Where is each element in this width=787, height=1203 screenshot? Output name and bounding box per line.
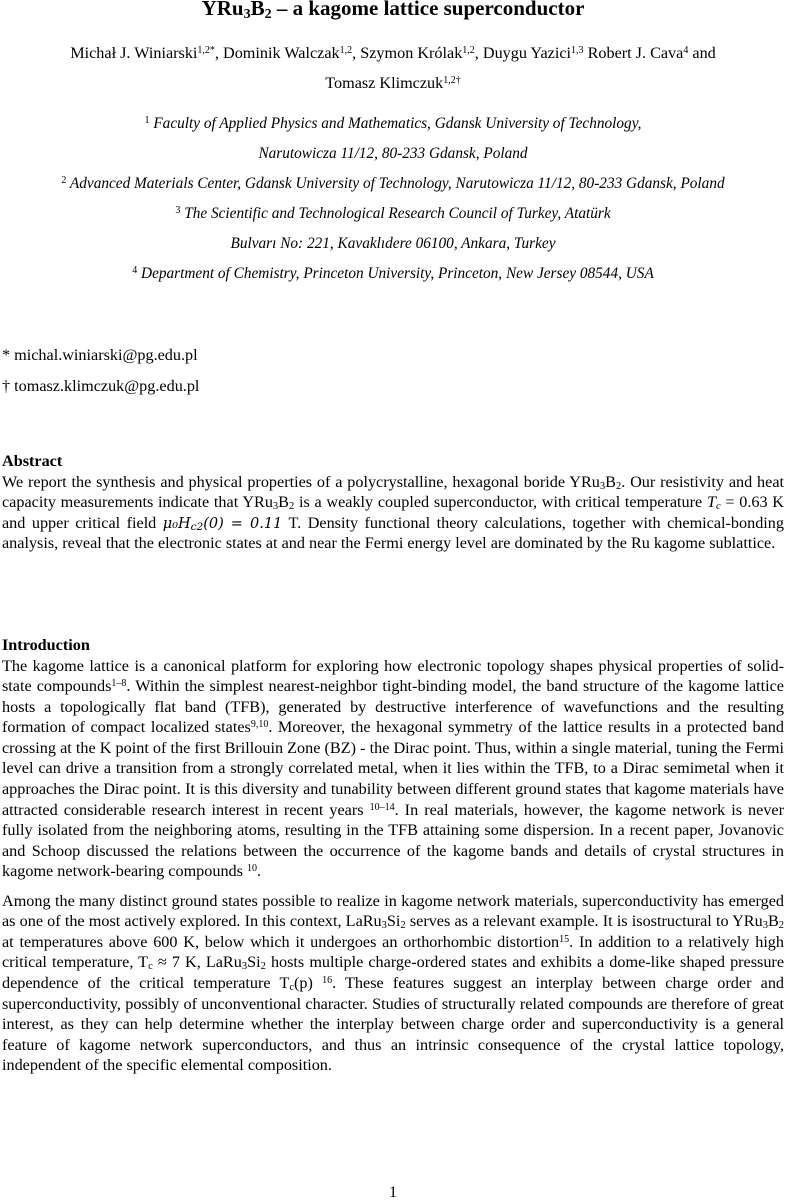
abstract-section xyxy=(2,451,784,554)
author-list: Michał J. Winiarski$^{1,2*}$, Dominik Walczak$^{1,2}$, Szymon Królak$^{1,2}$, Duygu Yazici$^{1,3}$ Robert J. Cava$^4$ and Tomasz Klimczuk$^{1,2\dagger}$ xyxy=(70,44,716,92)
affiliation: $^3$ The Scientific and Technological Research Council of Turkey, Atatürk Bulvarı No: 221, Kavaklıdere 06100, Ankara, Turkey xyxy=(175,205,611,252)
introduction-paragraph-1: The kagome lattice is a canonical platform for exploring how electronic topology shapes physical properties of solid-state compounds$^{1-8}$. Within the simplest nearest-neighbor tight-binding model, the band structure of the kagome lattice hosts a topologically flat band (TFB), generated by destructive interference of wavefunctions and the resulting formation of compact localized states$^{9,10}$. Moreover, the hexagonal symmetry of the lattice results in a protected band crossing at the K point of the first Brillouin Zone (BZ) - the Dirac point. Thus, within a single material, tuning the Fermi level can drive a transition from a strongly correlated metal, when it lies within the TFB, to a Dirac semimetal when it approaches the Dirac point. It is this diversity and tunability between different ground states that kagome materials have attracted considerable research interest in recent years $^{10-14}$. In real materials, however, the kagome network is never fully isolated from the neighboring atoms, resulting in the TFB attaining some dispersion. In a recent paper, Jovanovic and Schoop discussed the relations between the occurrence of the kagome bands and details of crystal structures in kagome network-bearing compounds $^{10}$. xyxy=(2,656,784,881)
author: Duygu Yazici$^{1,3}$ xyxy=(482,44,584,62)
contact-emails xyxy=(2,340,784,402)
author: Szymon Królak$^{1,2}$ xyxy=(360,44,475,62)
affiliation: $^2$ Advanced Materials Center, Gdansk University of Technology, Narutowicza 11/12, 80-233 Gdansk, Poland xyxy=(61,175,725,192)
author: Robert J. Cava$^4$ xyxy=(587,44,689,62)
author: Tomasz Klimczuk$^{1,2\dagger}$ xyxy=(325,74,461,92)
critical-field-expression: $\mu_0H_{c2}(0) = 0.11$ xyxy=(162,515,283,533)
author: Dominik Walczak$^{1,2}$ xyxy=(223,44,353,62)
page-number: 1 xyxy=(389,1184,397,1201)
contact-email[interactable]: † tomasz.klimczuk@pg.edu.pl xyxy=(2,377,200,395)
affiliation: $^1$ Faculty of Applied Physics and Mathematics, Gdansk University of Technology, Narutowicza 11/12, 80-233 Gdansk, Poland xyxy=(144,115,642,162)
author: Michał J. Winiarski$^{1,2*}$ xyxy=(70,44,215,62)
abstract-heading: Abstract xyxy=(2,452,63,470)
abstract-text: We report the synthesis and physical properties of a polycrystalline, hexagonal boride $YRu_3B_2$. Our resistivity and heat capacity measurements indicate that $YRu_3B_2$ is a weakly coupled superconductor, with critical temperature $T_c = 0.63$ K and upper critical field $\mu_0H_{c2}(0) = 0.11$ T. Density functional theory calculations, together with chemical-bonding analysis, reveal that the electronic states at and near the Fermi energy level are dominated by the Ru kagome sublattice. xyxy=(2,472,784,553)
introduction-heading: Introduction xyxy=(2,636,90,654)
affiliation: $^4$ Department of Chemistry, Princeton University, Princeton, New Jersey 08544, USA xyxy=(132,265,654,282)
introduction-section xyxy=(2,635,784,1076)
affiliation-list xyxy=(2,109,784,289)
introduction-paragraph-2: Among the many distinct ground states possible to realize in kagome network materials, superconductivity has emerged as one of the most actively explored. In this context, $LaRu_3Si_2$ serves as a relevant example. It is isostructural to $YRu_3B_2$ at temperatures above 600 K, below which it undergoes an orthorhombic distortion$^{15}$. In addition to a relatively high critical temperature, $T_c \approx 7$ K, $LaRu_3Si_2$ hosts multiple charge-ordered states and exhibits a dome-like shaped pressure dependence of the critical temperature $T_c(p)$ $^{16}$. These features suggest an interplay between charge order and superconductivity, possibly of unconventional character. Studies of structurally related compounds are therefore of great interest, as they can help determine whether the interplay between charge order and superconductivity is a general feature of kagome network superconductors, and thus an intrinsic consequence of the crystal lattice topology, independent of the specific elemental composition. xyxy=(2,891,785,1075)
contact-email[interactable]: * michal.winiarski@pg.edu.pl xyxy=(2,346,198,364)
paper-title: $YRu_3B_2$ – a kagome lattice superconductor xyxy=(201,0,585,22)
